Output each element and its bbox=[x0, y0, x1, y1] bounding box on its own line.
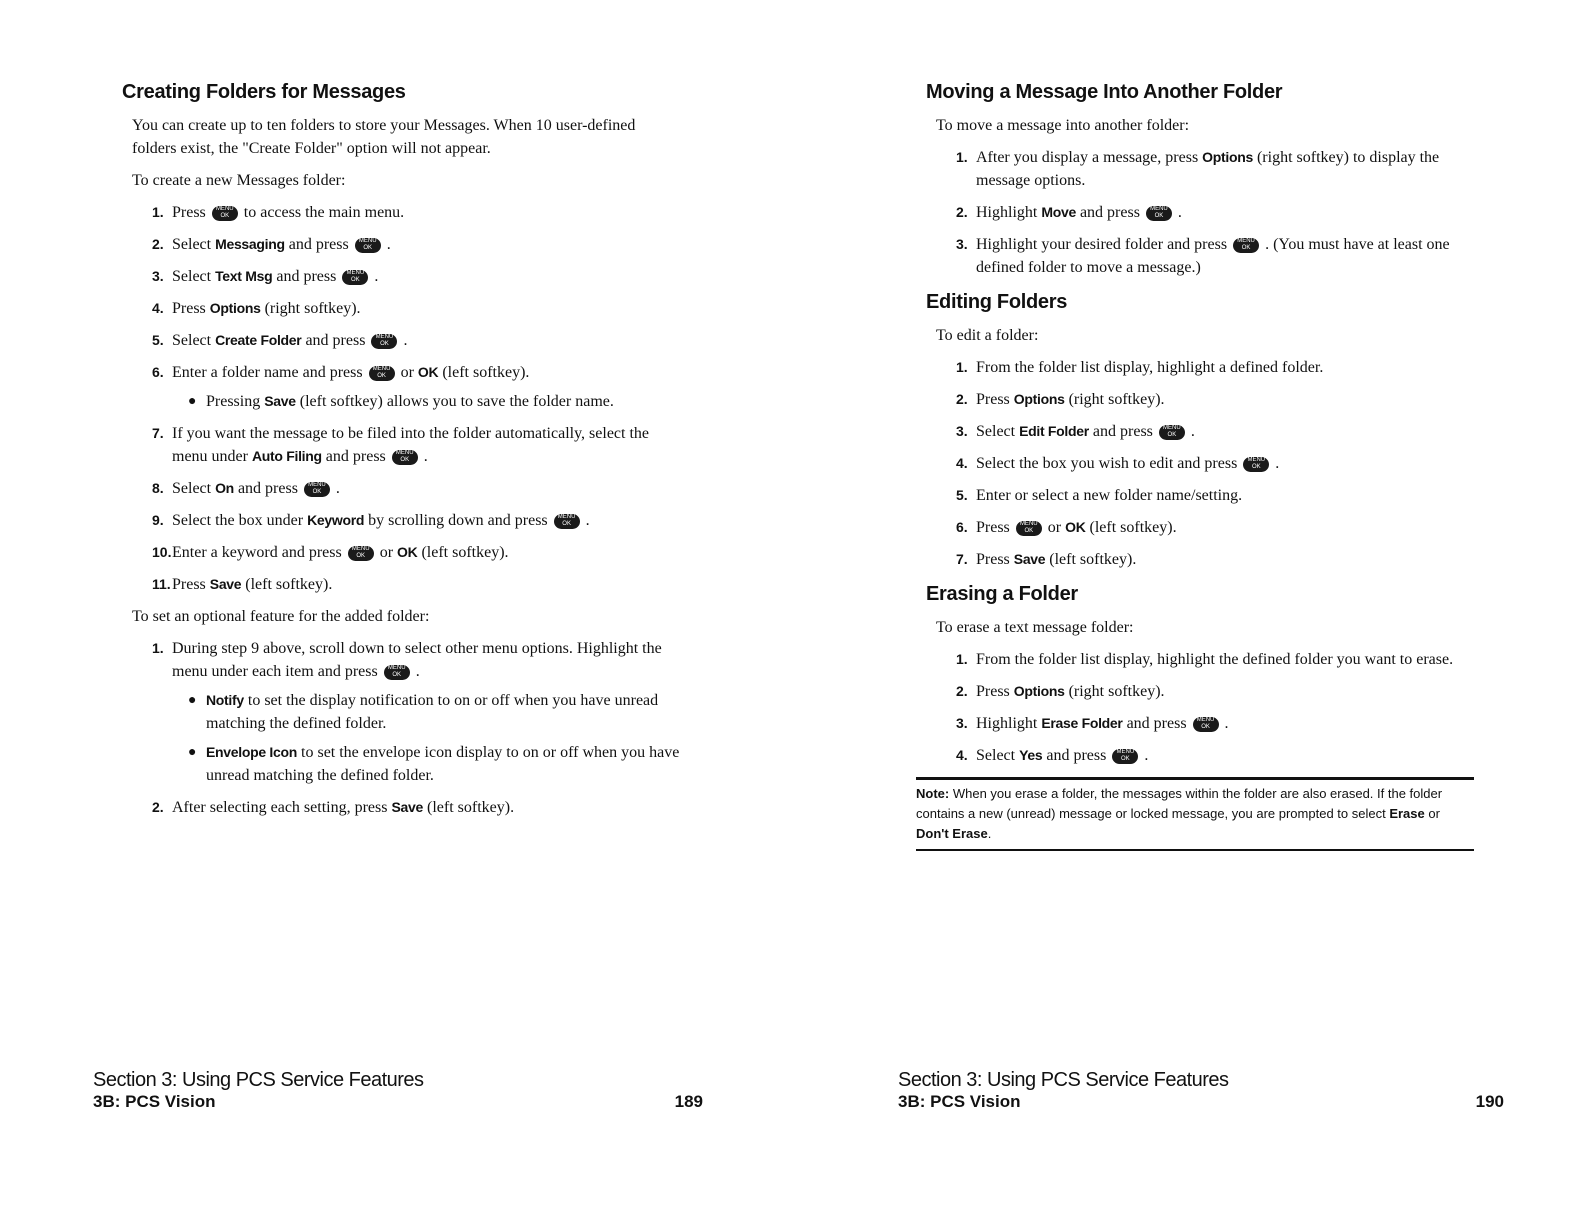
step-number: 1. bbox=[152, 204, 164, 220]
step-item bbox=[926, 388, 1486, 411]
step-text: or bbox=[400, 364, 414, 381]
bullet-dot-icon: ● bbox=[188, 745, 197, 760]
step-text: Press bbox=[976, 391, 1010, 408]
step-item bbox=[122, 422, 682, 468]
step-text: . bbox=[1275, 455, 1280, 472]
step-item bbox=[926, 356, 1486, 379]
heading-moving-message: Moving a Message Into Another Folder bbox=[926, 81, 1283, 103]
step-text: and press bbox=[1126, 715, 1187, 732]
footer-subsection: 3B: PCS Vision bbox=[898, 1092, 1021, 1111]
menu-ok-key-icon: MENU OK bbox=[392, 450, 418, 465]
step-text: . bbox=[1144, 747, 1149, 764]
step-number: 2. bbox=[152, 799, 164, 815]
step-text: (right softkey) to display the message options. bbox=[976, 149, 1440, 189]
step-number: 10. bbox=[152, 544, 172, 560]
step-text: Enter or select a new folder name/setting. bbox=[976, 487, 1243, 504]
step-item bbox=[122, 233, 682, 256]
bullet-dot-icon: ● bbox=[188, 394, 197, 409]
note-end: . bbox=[987, 826, 992, 841]
step-text: and press bbox=[288, 236, 349, 253]
left-content bbox=[122, 78, 682, 828]
step-text: (left softkey) allows you to save the folder name. bbox=[299, 393, 614, 410]
keyword: Auto Filing bbox=[251, 448, 322, 464]
keyword: Notify bbox=[206, 692, 244, 708]
step-text: (left softkey). bbox=[1049, 551, 1137, 568]
step-text: (left softkey). bbox=[245, 576, 333, 593]
step-number: 1. bbox=[956, 651, 968, 667]
step-text: During step 9 above, scroll down to select other menu options. Highlight the menu under each item and press bbox=[172, 640, 662, 680]
keyword: Options bbox=[1013, 391, 1065, 407]
step-text: Select bbox=[172, 480, 212, 497]
menu-ok-key-icon: MENU OK bbox=[348, 546, 374, 561]
step-number: 1. bbox=[956, 149, 968, 165]
bullet-item bbox=[172, 689, 682, 735]
step-text: . bbox=[335, 480, 340, 497]
menu-ok-key-icon: MENU OK bbox=[304, 482, 330, 497]
step-text: to set the display notification to on or off when you have unread matching the defined folder. bbox=[206, 692, 659, 732]
keyword: Text Msg bbox=[215, 268, 273, 284]
step-number: 3. bbox=[956, 715, 968, 731]
step-item bbox=[122, 541, 682, 564]
step-text: Pressing bbox=[206, 393, 261, 410]
menu-ok-key-icon: MENU OK bbox=[1016, 521, 1042, 536]
bullet-list bbox=[172, 689, 682, 787]
step-text: and press bbox=[325, 448, 386, 465]
page-number: 190 bbox=[1475, 1092, 1504, 1111]
step-item bbox=[926, 648, 1486, 671]
create-folder-lead: To create a new Messages folder: bbox=[132, 172, 346, 189]
note-or: or bbox=[1428, 806, 1440, 821]
step-number: 2. bbox=[956, 204, 968, 220]
bullet-item bbox=[172, 741, 682, 787]
menu-ok-key-icon: MENU OK bbox=[371, 334, 397, 349]
step-text: . bbox=[374, 268, 379, 285]
menu-ok-key-icon: MENU OK bbox=[1112, 749, 1138, 764]
note-keyword-erase: Erase bbox=[1389, 806, 1425, 821]
step-number: 3. bbox=[956, 236, 968, 252]
menu-ok-key-icon: MENU OK bbox=[384, 665, 410, 680]
keyword: Keyword bbox=[307, 512, 365, 528]
footer-section-title: Section 3: Using PCS Service Features bbox=[898, 1069, 1229, 1091]
step-item bbox=[122, 265, 682, 288]
heading-erasing-folder: Erasing a Folder bbox=[926, 583, 1078, 605]
menu-ok-key-icon: MENU OK bbox=[1193, 717, 1219, 732]
menu-ok-key-icon: MENU OK bbox=[1159, 425, 1185, 440]
erase-steps bbox=[926, 648, 1486, 767]
intro-paragraph: You can create up to ten folders to store your Messages. When 10 user-defined folders exist, the "Create Folder" option will not appear. bbox=[132, 117, 636, 157]
step-item bbox=[926, 420, 1486, 443]
step-item bbox=[122, 297, 682, 320]
step-text: Select bbox=[976, 747, 1016, 764]
keyword: OK bbox=[1065, 519, 1086, 535]
optional-feature-lead: To set an optional feature for the added folder: bbox=[132, 608, 430, 625]
step-number: 7. bbox=[152, 425, 164, 441]
step-item bbox=[926, 744, 1486, 767]
keyword: Options bbox=[1202, 149, 1253, 165]
step-text: to access the main menu. bbox=[243, 204, 405, 221]
edit-steps bbox=[926, 356, 1486, 571]
keyword: Erase Folder bbox=[1041, 715, 1123, 731]
step-item bbox=[122, 361, 682, 413]
note-keyword-dont-erase: Don't Erase bbox=[916, 826, 988, 841]
step-text: . (You must have at least one defined folder to move a message.) bbox=[976, 236, 1450, 276]
keyword: Options bbox=[1013, 683, 1065, 699]
step-item bbox=[926, 548, 1486, 571]
step-text: (left softkey). bbox=[421, 544, 509, 561]
step-text: (right softkey). bbox=[264, 300, 361, 317]
erase-lead: To erase a text message folder: bbox=[936, 619, 1134, 636]
step-item bbox=[926, 233, 1486, 279]
step-text: (right softkey). bbox=[1068, 391, 1165, 408]
step-text: If you want the message to be filed into the folder automatically, select the menu under bbox=[172, 425, 650, 465]
step-text: . bbox=[415, 663, 420, 680]
step-text: After selecting each setting, press bbox=[172, 799, 388, 816]
keyword: Messaging bbox=[215, 236, 285, 252]
step-item bbox=[926, 712, 1486, 735]
note-box bbox=[916, 777, 1474, 851]
step-text: Press bbox=[172, 576, 206, 593]
step-text: (left softkey). bbox=[442, 364, 530, 381]
step-number: 2. bbox=[956, 683, 968, 699]
step-text: Highlight bbox=[976, 715, 1038, 732]
step-text: . bbox=[1177, 204, 1182, 221]
menu-ok-key-icon: MENU OK bbox=[1146, 206, 1172, 221]
menu-ok-key-icon: MENU OK bbox=[554, 514, 580, 529]
step-text: Select bbox=[976, 423, 1016, 440]
left-footer bbox=[93, 1068, 703, 1112]
menu-ok-key-icon: MENU OK bbox=[369, 366, 395, 381]
step-item bbox=[926, 452, 1486, 475]
step-number: 7. bbox=[956, 551, 968, 567]
step-text: After you display a message, press bbox=[976, 149, 1199, 166]
step-number: 2. bbox=[152, 236, 164, 252]
footer-section-title: Section 3: Using PCS Service Features bbox=[93, 1069, 424, 1091]
step-text: Press bbox=[172, 300, 206, 317]
step-text: Highlight bbox=[976, 204, 1038, 221]
keyword: Yes bbox=[1019, 747, 1043, 763]
step-text: Enter a keyword and press bbox=[172, 544, 342, 561]
bullet-item bbox=[172, 390, 682, 413]
step-text: (left softkey). bbox=[426, 799, 515, 816]
step-item bbox=[122, 201, 682, 224]
step-number: 6. bbox=[152, 364, 164, 380]
step-text: Press bbox=[172, 204, 206, 221]
step-text: Press bbox=[976, 683, 1010, 700]
step-item bbox=[122, 329, 682, 352]
step-number: 2. bbox=[956, 391, 968, 407]
step-text: . bbox=[585, 512, 590, 529]
step-text: . bbox=[1224, 715, 1229, 732]
step-item bbox=[926, 516, 1486, 539]
step-number: 5. bbox=[956, 487, 968, 503]
note-label: Note: bbox=[916, 786, 950, 801]
step-number: 5. bbox=[152, 332, 164, 348]
keyword: Envelope Icon bbox=[206, 744, 298, 760]
step-text: (right softkey). bbox=[1068, 683, 1165, 700]
step-text: Select bbox=[172, 268, 212, 285]
step-text: and press bbox=[1092, 423, 1153, 440]
step-number: 11. bbox=[152, 576, 171, 592]
bullet-list bbox=[172, 390, 682, 413]
keyword: OK bbox=[397, 544, 418, 560]
menu-ok-key-icon: MENU OK bbox=[1233, 238, 1259, 253]
step-number: 3. bbox=[956, 423, 968, 439]
step-number: 9. bbox=[152, 512, 164, 528]
step-item bbox=[122, 509, 682, 532]
step-text: and press bbox=[237, 480, 298, 497]
step-text: and press bbox=[305, 332, 366, 349]
step-text: and press bbox=[1046, 747, 1107, 764]
keyword: Save bbox=[391, 799, 423, 815]
step-number: 8. bbox=[152, 480, 164, 496]
step-text: . bbox=[386, 236, 391, 253]
step-item bbox=[926, 680, 1486, 703]
step-text: Select the box you wish to edit and press bbox=[976, 455, 1238, 472]
step-text: Press bbox=[976, 519, 1010, 536]
heading-editing-folders: Editing Folders bbox=[926, 291, 1068, 313]
right-content bbox=[916, 78, 1486, 851]
step-item bbox=[926, 146, 1486, 192]
step-text: Enter a folder name and press bbox=[172, 364, 363, 381]
move-steps bbox=[926, 146, 1486, 279]
optional-feature-steps bbox=[122, 637, 682, 819]
step-text: Select bbox=[172, 236, 212, 253]
step-number: 4. bbox=[152, 300, 164, 316]
keyword: Options bbox=[209, 300, 261, 316]
menu-ok-key-icon: MENU OK bbox=[342, 270, 368, 285]
keyword: On bbox=[215, 480, 234, 496]
keyword: Save bbox=[1013, 551, 1046, 567]
keyword: Edit Folder bbox=[1019, 423, 1089, 439]
bullet-dot-icon: ● bbox=[188, 693, 197, 708]
step-text: or bbox=[379, 544, 394, 561]
heading-creating-folders: Creating Folders for Messages bbox=[122, 81, 406, 103]
menu-ok-key-icon: MENU OK bbox=[355, 238, 381, 253]
right-footer bbox=[898, 1068, 1504, 1112]
step-text: . bbox=[1190, 423, 1195, 440]
step-text: Highlight your desired folder and press bbox=[976, 236, 1228, 253]
step-item bbox=[926, 484, 1486, 507]
step-text: From the folder list display, highlight the defined folder you want to erase. bbox=[976, 651, 1454, 668]
step-text: and press bbox=[276, 268, 337, 285]
menu-ok-key-icon: MENU OK bbox=[212, 206, 238, 221]
keyword: OK bbox=[417, 364, 439, 380]
step-text: and press bbox=[1079, 204, 1140, 221]
keyword: Save bbox=[209, 576, 242, 592]
step-text: Press bbox=[976, 551, 1010, 568]
step-number: 1. bbox=[152, 640, 164, 656]
step-text: . bbox=[423, 448, 428, 465]
step-text: From the folder list display, highlight a defined folder. bbox=[976, 359, 1324, 376]
create-folder-steps bbox=[122, 201, 682, 596]
edit-lead: To edit a folder: bbox=[936, 327, 1039, 344]
step-text: to set the envelope icon display to on or off when you have unread matching the defined folder. bbox=[206, 744, 680, 784]
step-number: 4. bbox=[956, 455, 968, 471]
step-item bbox=[122, 573, 682, 596]
footer-subsection: 3B: PCS Vision bbox=[93, 1092, 216, 1111]
step-text: (left softkey). bbox=[1089, 519, 1177, 536]
step-item bbox=[122, 477, 682, 500]
keyword: Move bbox=[1041, 204, 1076, 220]
step-item bbox=[122, 796, 682, 819]
step-number: 6. bbox=[956, 519, 968, 535]
step-item bbox=[122, 637, 682, 787]
menu-ok-key-icon: MENU OK bbox=[1243, 457, 1269, 472]
move-lead: To move a message into another folder: bbox=[936, 117, 1190, 134]
step-item bbox=[926, 201, 1486, 224]
step-text: . bbox=[403, 332, 408, 349]
note-text: When you erase a folder, the messages within the folder are also erased. If the folder contains a new (unread) message or locked message, you are prompted to select bbox=[916, 786, 1443, 821]
step-text: Select bbox=[172, 332, 212, 349]
step-number: 3. bbox=[152, 268, 164, 284]
step-text: or bbox=[1047, 519, 1062, 536]
step-text: by scrolling down and press bbox=[368, 512, 548, 529]
step-number: 1. bbox=[956, 359, 968, 375]
keyword: Save bbox=[264, 393, 296, 409]
step-number: 4. bbox=[956, 747, 968, 763]
keyword: Create Folder bbox=[215, 332, 302, 348]
step-text: Select the box under bbox=[172, 512, 304, 529]
page-number: 189 bbox=[674, 1092, 703, 1111]
right-page bbox=[792, 0, 1584, 1224]
